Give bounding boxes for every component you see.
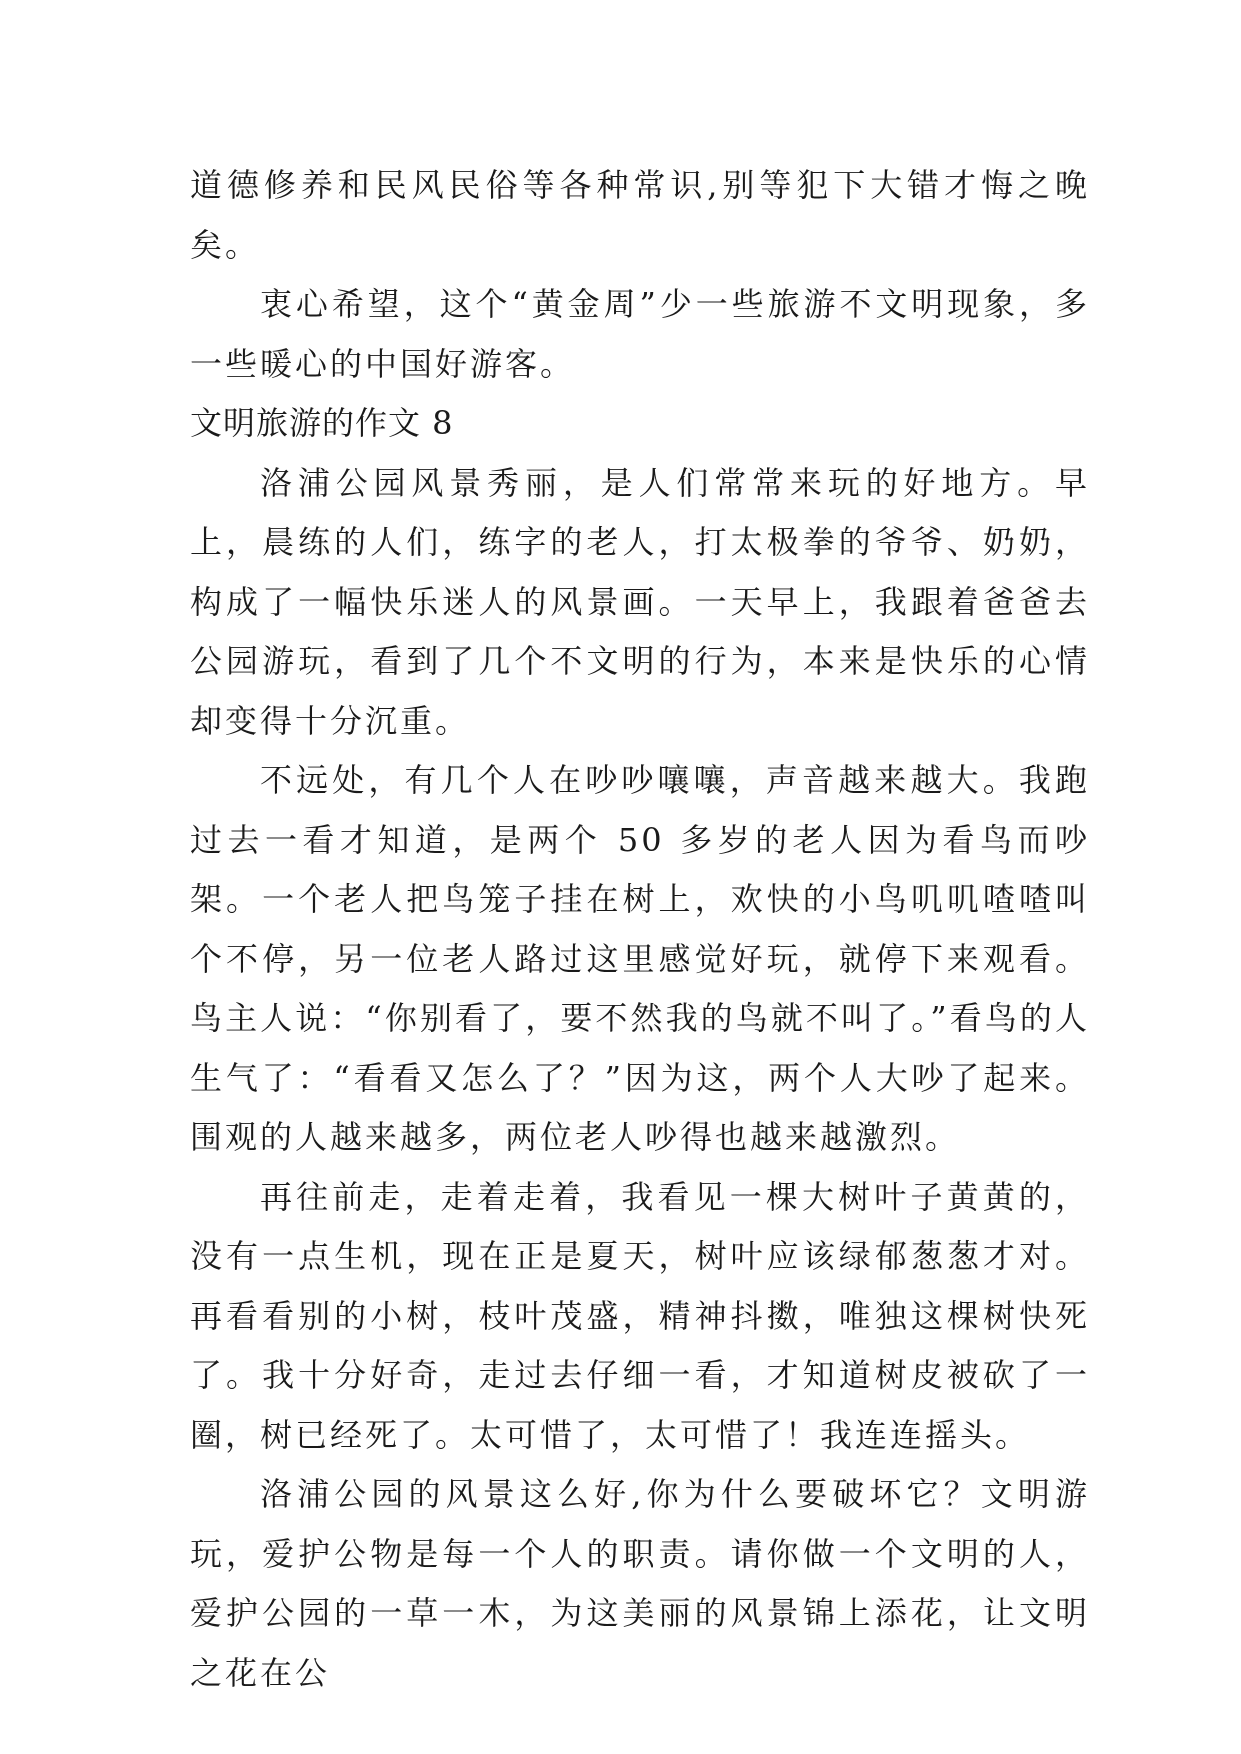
paragraph-quarrel: 不远处，有几个人在吵吵嚷嚷，声音越来越大。我跑过去一看才知道，是两个 50 多岁的老人因为看鸟而吵架。一个老人把鸟笼子挂在树上，欢快的小鸟叽叽喳喳叫个不停，另一位老人路过这里感觉好玩，就停下来观看。鸟主人说：“你别看了，要不然我的鸟就不叫了。”看鸟的人生气了：“看看又怎么了？”因为这，两个人大吵了起来。围观的人越来越多，两位老人吵得也越来越激烈。 (190, 761, 1090, 1156)
paragraph-appeal: 洛浦公园的风景这么好,你为什么要破坏它？文明游玩，爱护公物是每一个人的职责。请你做一个文明的人，爱护公园的一草一木，为这美丽的风景锦上添花，让文明之花在公 (190, 1475, 1090, 1692)
section-title: 文明旅游的作文 8 (190, 404, 454, 442)
paragraph-hope: 衷心希望，这个“黄金周”少一些旅游不文明现象，多一些暖心的中国好游客。 (190, 285, 1090, 383)
paragraph-park-intro: 洛浦公园风景秀丽，是人们常常来玩的好地方。早上，晨练的人们，练字的老人，打太极拳的爷爷、奶奶，构成了一幅快乐迷人的风景画。一天早上，我跟着爸爸去公园游玩，看到了几个不文明的行为，本来是快乐的心情却变得十分沉重。 (190, 463, 1090, 740)
paragraph-dying-tree: 再往前走，走着走着，我看见一棵大树叶子黄黄的，没有一点生机，现在正是夏天，树叶应该绿郁葱葱才对。再看看别的小树，枝叶茂盛，精神抖擞，唯独这棵树快死了。我十分好奇，走过去仔细一看，才知道树皮被砍了一圈，树已经死了。太可惜了，太可惜了！我连连摇头。 (190, 1177, 1090, 1454)
paragraph-continuation: 道德修养和民风民俗等各种常识,别等犯下大错才悔之晚矣。 (190, 166, 1090, 264)
document-body (190, 156, 1090, 1703)
